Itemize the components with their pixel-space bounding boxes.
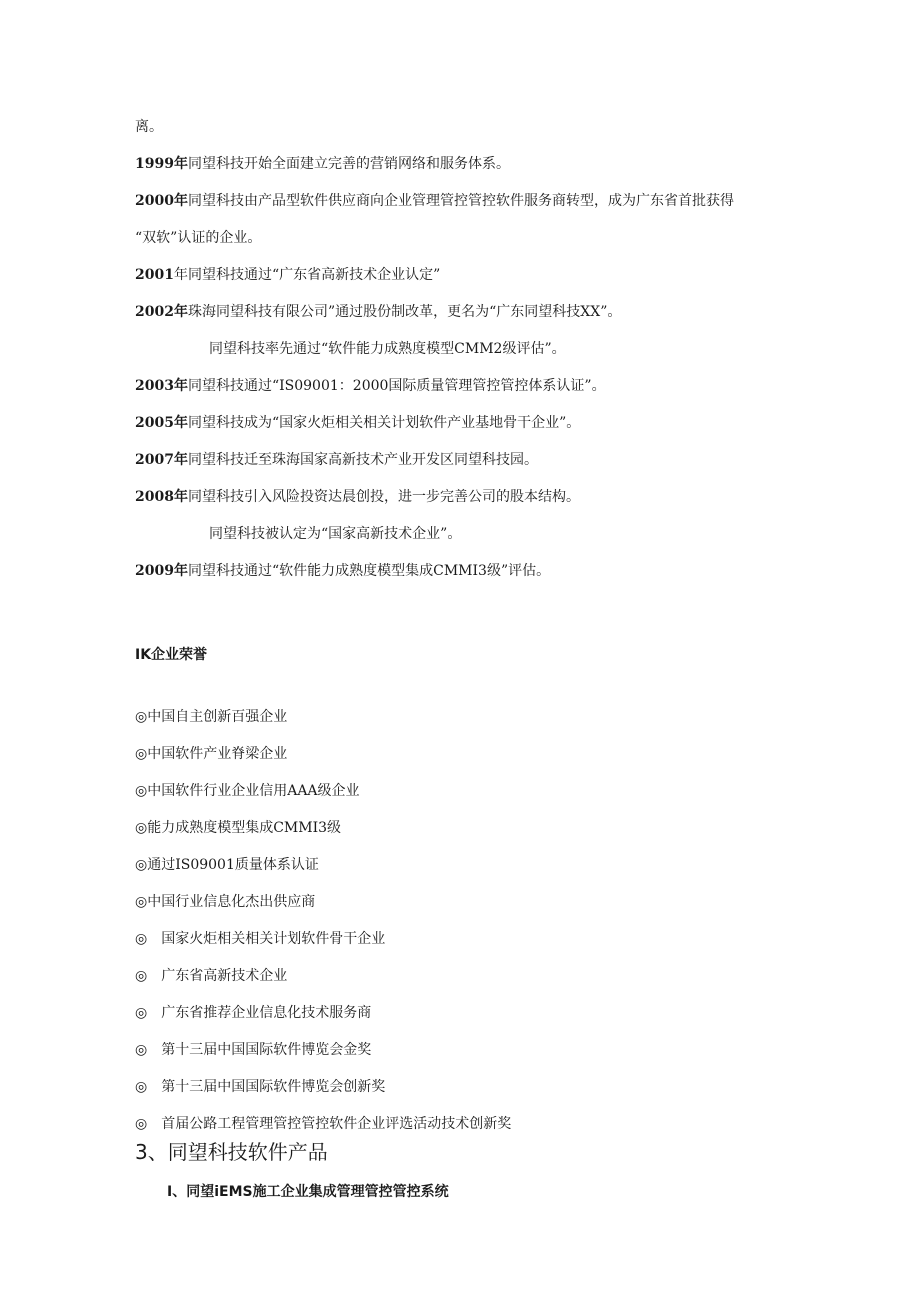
honor-item: ◎中国行业信息化杰出供应商 xyxy=(135,894,316,910)
honor-item: ◎ 首届公路工程管理管控管控软件企业评选活动技术创新奖 xyxy=(135,1116,512,1132)
honor-item: ◎中国软件行业企业信用AAA级企业 xyxy=(135,783,360,799)
honor-item: ◎中国软件产业脊梁企业 xyxy=(135,746,288,762)
honor-item: ◎中国自主创新百强企业 xyxy=(135,709,288,725)
history-line: “双软”认证的企业。 xyxy=(135,230,262,246)
history-line: 同望科技被认定为“国家高新技术企业”。 xyxy=(209,526,462,542)
history-line: 2002年珠海同望科技有限公司”通过股份制改革，更名为“广东同望科技XX”。 xyxy=(135,304,622,320)
honor-item: ◎ 第十三届中国国际软件博览会创新奖 xyxy=(135,1079,386,1095)
history-line: 同望科技率先通过“软件能力成熟度模型CMM2级评估”。 xyxy=(209,341,566,357)
honor-item: ◎ 广东省推荐企业信息化技术服务商 xyxy=(135,1005,372,1021)
honor-item: ◎ 广东省高新技术企业 xyxy=(135,968,288,984)
products-heading: 3、同望科技软件产品 xyxy=(135,1140,328,1164)
honors-heading: IK企业荣誉 xyxy=(135,647,208,663)
honor-item: ◎通过IS09001质量体系认证 xyxy=(135,857,319,873)
history-line: 离。 xyxy=(135,119,163,135)
products-subheading: I、同望iEMS施工企业集成管理管控管控系统 xyxy=(167,1184,449,1200)
history-line: 2003年同望科技通过“IS09001：2000国际质量管理管控管控体系认证”。 xyxy=(135,378,606,394)
history-line: 2007年同望科技迁至珠海国家高新技术产业开发区同望科技园。 xyxy=(135,452,538,468)
history-line: 2009年同望科技通过“软件能力成熟度模型集成CMMI3级”评估。 xyxy=(135,563,551,579)
honor-item: ◎ 国家火炬相关相关计划软件骨干企业 xyxy=(135,931,386,947)
honor-item: ◎能力成熟度模型集成CMMI3级 xyxy=(135,820,342,836)
history-line: 1999年同望科技开始全面建立完善的营销网络和服务体系。 xyxy=(135,156,510,172)
history-line: 2001年同望科技通过“广东省高新技术企业认定” xyxy=(135,267,441,283)
history-line: 2005年同望科技成为“国家火炬相关相关计划软件产业基地骨干企业”。 xyxy=(135,415,581,431)
history-line: 2008年同望科技引入风险投资达晨创投，进一步完善公司的股本结构。 xyxy=(135,489,580,505)
honor-item: ◎ 第十三届中国国际软件博览会金奖 xyxy=(135,1042,372,1058)
history-line: 2000年同望科技由产品型软件供应商向企业管理管控管控软件服务商转型，成为广东省首批获得 xyxy=(135,193,734,209)
